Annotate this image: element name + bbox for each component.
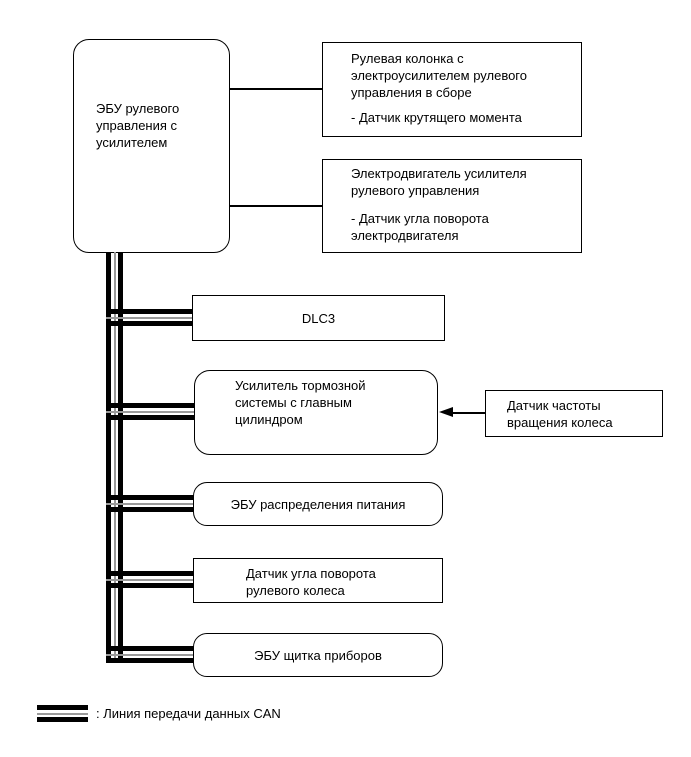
wheel-sensor-arrow-line xyxy=(452,412,485,414)
instrument-cluster-box xyxy=(193,633,443,677)
dlc3-label: DLC3 xyxy=(301,310,336,326)
brake-booster-box xyxy=(194,370,438,455)
wheel-sensor-text-line: Датчик частоты xyxy=(507,398,601,413)
can-branch-dlc3 xyxy=(106,309,193,326)
steering-angle-text-line: рулевого колеса xyxy=(246,583,345,598)
steering-column-title-line: электроусилителем рулевого xyxy=(351,68,527,83)
power-distribution-label: ЭБУ распределения питания xyxy=(230,496,406,512)
motor-title-line: Электродвигатель усилителя xyxy=(351,166,527,181)
legend-label: : Линия передачи данных CAN xyxy=(96,706,281,721)
can-line-symbol xyxy=(37,705,88,722)
instrument-cluster-label: ЭБУ щитка приборов xyxy=(254,647,382,663)
main-ecu-text-line: усилителем xyxy=(96,135,168,150)
brake-booster-text-line: Усилитель тормозной xyxy=(235,378,366,393)
brake-booster-text-line: цилиндром xyxy=(235,412,303,427)
connector-line xyxy=(230,88,322,90)
steering-angle-sensor-box xyxy=(193,558,443,603)
can-branch-instrument-cluster xyxy=(106,646,194,663)
main-ecu-text-line: управления с xyxy=(96,118,178,133)
steering-angle-text-line: Датчик угла поворота xyxy=(246,566,376,581)
dlc3-box xyxy=(192,295,445,341)
steering-column-title-line: Рулевая колонка с xyxy=(351,51,464,66)
main-ecu-text-line: ЭБУ рулевого xyxy=(96,101,180,116)
steering-column-item-line: - Датчик крутящего момента xyxy=(351,110,522,125)
can-branch-steering-angle-sensor xyxy=(106,571,194,588)
wheel-speed-sensor-box xyxy=(485,390,663,437)
connector-line xyxy=(230,205,322,207)
left-arrow-icon xyxy=(439,407,453,417)
steering-column-title-line: управления в сборе xyxy=(351,85,472,100)
motor-item-line: электродвигателя xyxy=(351,228,459,243)
legend xyxy=(37,705,281,722)
brake-booster-text-line: системы с главным xyxy=(235,395,352,410)
wheel-sensor-text-line: вращения колеса xyxy=(507,415,613,430)
motor-box xyxy=(322,159,582,253)
main-ecu-box xyxy=(73,39,230,253)
can-branch-brake-booster xyxy=(106,403,195,420)
steering-column-box xyxy=(322,42,582,137)
power-distribution-box xyxy=(193,482,443,526)
can-branch-power-distribution xyxy=(106,495,194,512)
motor-item-line: - Датчик угла поворота xyxy=(351,211,489,226)
motor-title-line: рулевого управления xyxy=(351,183,480,198)
